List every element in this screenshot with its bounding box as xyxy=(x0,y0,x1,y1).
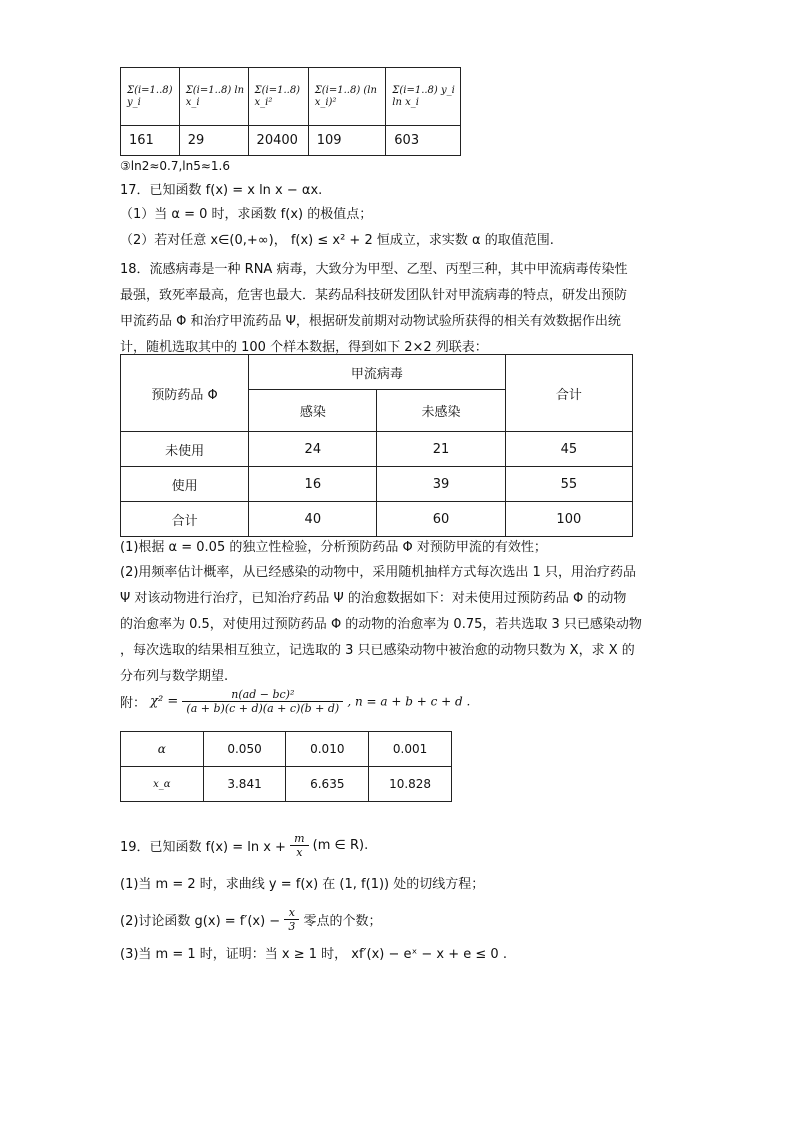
q18-paragraph xyxy=(120,257,680,361)
q18-line: 18．流感病毒是一种 RNA 病毒，大致分为甲型、乙型、丙型三种，其中甲流病毒传染性 xyxy=(120,262,628,277)
x-alpha-value: 10.828 xyxy=(369,767,452,802)
q19-frac-den: x xyxy=(296,846,303,859)
cell: 45 xyxy=(505,432,632,467)
row-label: 合计 xyxy=(121,502,249,537)
q18-p2-line: 分布列与数学期望. xyxy=(120,669,229,684)
sum-value: 161 xyxy=(121,126,180,156)
q18-line: 甲流药品 Φ 和治疗甲流药品 Ψ，根据研发前期对动物试验所获得的相关有效数据作出统 xyxy=(120,314,621,329)
cell: 24 xyxy=(249,432,377,467)
q17-title: 17．已知函数 f(x) = x ln x − αx. xyxy=(120,183,323,198)
col-uninfected: 未感染 xyxy=(377,390,505,432)
cell: 16 xyxy=(249,467,377,502)
q18-line: 计，随机选取其中的 100 个样本数据，得到如下 2×2 列联表： xyxy=(120,340,488,355)
sum-header: Σ(i=1..8) ln x_i xyxy=(179,68,248,126)
cell: 55 xyxy=(505,467,632,502)
q19-title xyxy=(120,832,368,859)
col-infected: 感染 xyxy=(249,390,377,432)
critical-table xyxy=(120,731,452,802)
cell: 100 xyxy=(505,502,632,537)
q18-p2-line: Ψ 对该动物进行治疗，已知治疗药品 Ψ 的治愈数据如下：对未使用过预防药品 Φ 的动物 xyxy=(120,591,627,606)
alpha-value: 0.010 xyxy=(286,732,369,767)
sum-value: 29 xyxy=(179,126,248,156)
sum-header: Σ(i=1..8) (ln x_i)² xyxy=(308,68,386,126)
group-header: 甲流病毒 xyxy=(249,355,505,390)
q19-title-pre: 19．已知函数 f(x) = ln x + xyxy=(120,840,286,855)
q18-p2-line: (2)用频率估计概率，从已经感染的动物中，采用随机抽样方式每次选出 1 只，用治疗药品 xyxy=(120,565,636,580)
q19-p2-num: x xyxy=(284,906,299,920)
q19-frac-num: m xyxy=(290,832,308,846)
cell: 60 xyxy=(377,502,505,537)
sum-table xyxy=(120,67,461,156)
q19-title-post: (m ∈ R). xyxy=(312,838,369,853)
q19-p2-pre: (2)讨论函数 g(x) = f′(x) − xyxy=(120,914,281,929)
appendix-label: 附： xyxy=(120,696,147,711)
q19-part2 xyxy=(120,906,381,933)
q18-p2-line: ，每次选取的结果相互独立，记选取的 3 只已感染动物中被治愈的动物只数为 X，求 X 的 xyxy=(120,643,635,658)
sum-value: 20400 xyxy=(248,126,308,156)
x-alpha-label: x_α xyxy=(121,767,204,802)
sum-value: 603 xyxy=(386,126,461,156)
formula xyxy=(120,688,470,715)
formula-fraction xyxy=(182,688,343,715)
alpha-value: 0.050 xyxy=(203,732,286,767)
alpha-value: 0.001 xyxy=(369,732,452,767)
row-label: 使用 xyxy=(121,467,249,502)
q18-part1: (1)根据 α = 0.05 的独立性检验，分析预防药品 Φ 对预防甲流的有效性； xyxy=(120,540,547,555)
formula-numerator: n(ad − bc)² xyxy=(182,688,343,702)
q18-line: 最强，致死率最高，危害也最大．某药品科技研发团队针对甲流病毒的特点，研发出预防 xyxy=(120,288,628,303)
cell: 39 xyxy=(377,467,505,502)
sum-header: Σ(i=1..8) x_i² xyxy=(248,68,308,126)
note-3: ③ln2≈0.7,ln5≈1.6 xyxy=(120,159,230,173)
q17-part1: （1）当 α = 0 时，求函数 f(x) 的极值点； xyxy=(120,207,373,222)
q19-part1: (1)当 m = 2 时，求曲线 y = f(x) 在 (1, f(1)) 处的切线方程； xyxy=(120,877,485,892)
sum-header: Σ(i=1..8) y_i ln x_i xyxy=(386,68,461,126)
total-header: 合计 xyxy=(505,355,632,432)
formula-tail: , n = a + b + c + d . xyxy=(347,694,471,709)
q19-part3: (3)当 m = 1 时，证明：当 x ≥ 1 时， xf′(x) − eˣ − x + e ≤ 0 . xyxy=(120,947,507,962)
contingency-table xyxy=(120,354,633,537)
q19-fraction xyxy=(290,832,308,859)
cell: 21 xyxy=(377,432,505,467)
q19-p2-den: 3 xyxy=(288,920,296,933)
alpha-label: α xyxy=(121,732,204,767)
sum-value: 109 xyxy=(308,126,386,156)
q19-p2-post: 零点的个数； xyxy=(303,914,382,929)
q17-part2: （2）若对任意 x∈(0,+∞)， f(x) ≤ x² + 2 恒成立，求实数 α 的取值范围. xyxy=(120,233,554,248)
q19-p2-fraction xyxy=(284,906,299,933)
corner-cell: 预防药品 Φ xyxy=(121,355,249,432)
q18-part2 xyxy=(120,560,680,690)
q18-p2-line: 的治愈率为 0.5，对使用过预防药品 Φ 的动物的治愈率为 0.75，若共选取 3 只已感染动物 xyxy=(120,617,642,632)
row-label: 未使用 xyxy=(121,432,249,467)
x-alpha-value: 6.635 xyxy=(286,767,369,802)
formula-denominator: (a + b)(c + d)(a + c)(b + d) xyxy=(186,702,340,715)
cell: 40 xyxy=(249,502,377,537)
sum-header: Σ(i=1..8) y_i xyxy=(121,68,180,126)
x-alpha-value: 3.841 xyxy=(203,767,286,802)
formula-lhs: χ² = xyxy=(150,694,179,709)
